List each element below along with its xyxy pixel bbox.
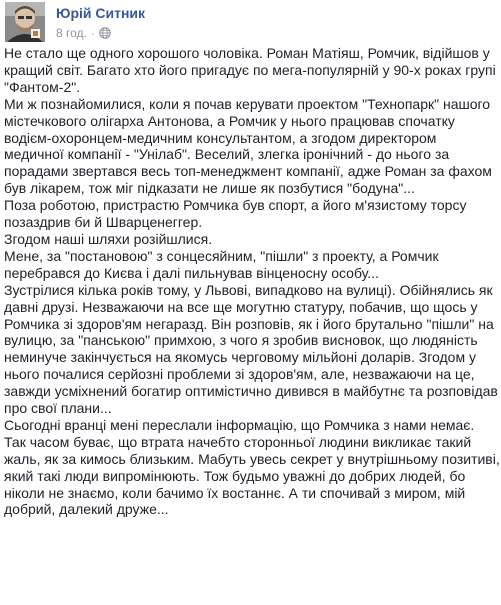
avatar-photo-icon — [5, 2, 45, 42]
post-header — [0, 0, 501, 42]
post-paragraph-1: Не стало ще одного хорошого чоловіка. Роман Матіяш, Ромчик, відійшов у кращий світ. Багато хто його пригадує по мега-популярній у 90-х роках групі "Фантом-2". — [4, 45, 496, 95]
post-paragraph-7: Сьогодні вранці мені переслали інформацію, що Ромчика з нами немає. Так часом буває, що втрата начебто сторонньої людини викликає такий жаль, як за кимось близьким. Мабуть увесь секрет у внутрішньому позитиві, який такі люди випромінюють. Тож будьмо уважні до добрих людей, бо ніколи не знаємо, коли бачимо їх востаннє. А ти спочивай з миром, мій добрий, далекий друже... — [4, 416, 500, 518]
post-body — [4, 45, 500, 518]
post-paragraph-3: Поза роботою, пристрастю Ромчика був спорт, а його м'язистому торсу позаздрив би й Шварценеггер. — [4, 197, 467, 231]
post-timestamp[interactable]: 8 год. — [56, 26, 87, 40]
author-name[interactable]: Юрій Ситник — [56, 5, 146, 21]
post-paragraph-5: Мене, за "постановою" з сонцесяйним, "пішли" з проекту, а Ромчик перебрався до Києва і далі пильнував вінценосну особу... — [4, 247, 439, 281]
post-paragraph-2: Ми ж познайомилися, коли я почав керувати проектом "Технопарк" нашого містечкового олігарха Антонова, а Ромчик у нього працював спочатку водієм-охоронцем-медичним консультантом, а згодом директором медичної компанії - "Унілаб". Веселий, злегка іронічний - до нього за порадами звертався весь топ-менеджмент компанії, адже Роман за фахом був лікарем, тож міг підказати не лише як позбутися "бодуна"... — [4, 95, 492, 197]
post-paragraph-6: Зустрілися кілька років тому, у Львові, випадково на вулиці). Обійнялись як давні друзі. Незважаючи на все ще могутню статуру, побачив, що щось у Ромчика зі здоров'ям негаразд. Він розповів, як і його брутально "пішли" на вулицю, за "панською" примхою, з чого я зробив висновок, що людяність неминуче закінчується на якомусь черговому мільйоні доларів. Згодом у нього почалися серйозні проблеми зі здоров'ям, але, незважаючи на це, завжди усміхнений богатир оптимістично дивився в майбутнє та розповідав про свої плани... — [4, 281, 498, 417]
post-paragraph-4: Згодом наші шляхи розійшлися. — [4, 230, 213, 247]
meta-separator: · — [90, 26, 95, 40]
post-meta — [56, 26, 111, 40]
author-avatar[interactable] — [5, 2, 45, 42]
globe-icon[interactable] — [99, 27, 111, 39]
